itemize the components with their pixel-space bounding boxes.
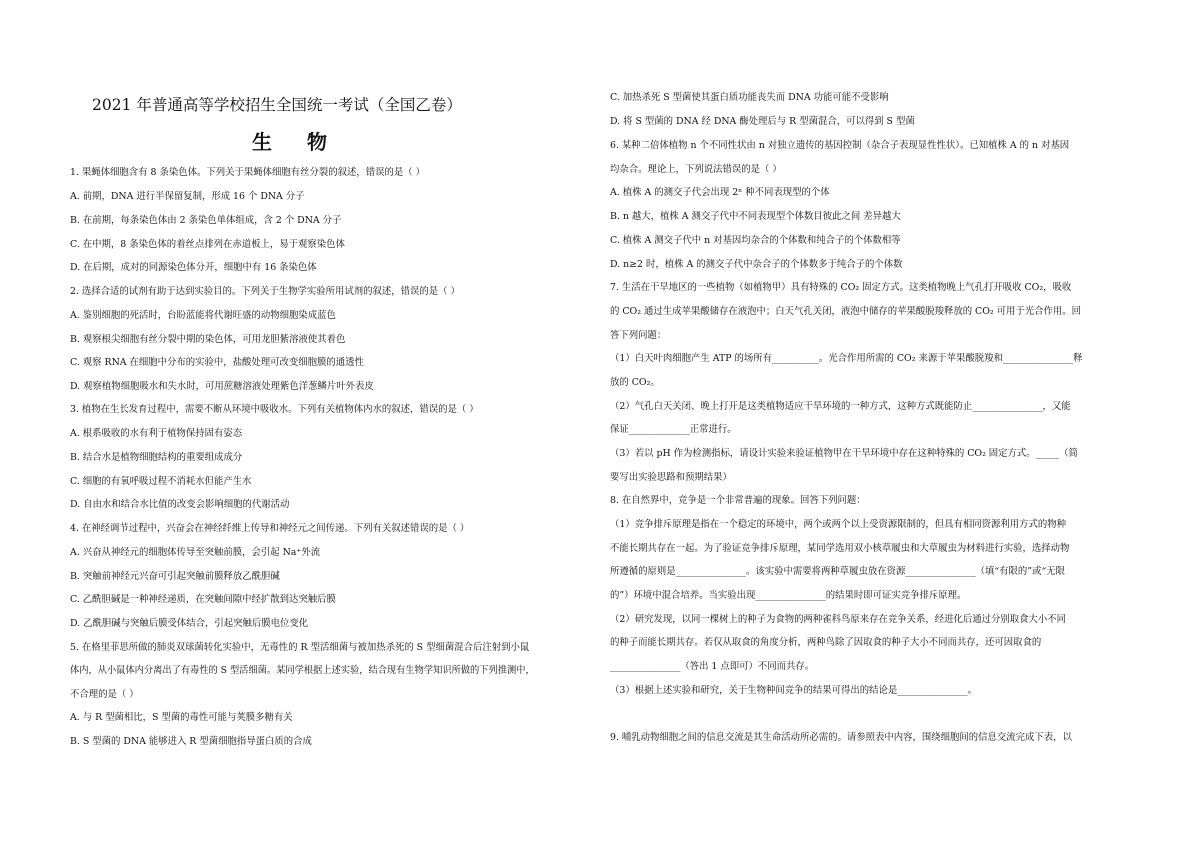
text-line: C. 乙酰胆碱是一种神经递质，在突触间隙中经扩散到达突触后膜 — [70, 594, 336, 605]
text-line: D. 乙酰胆碱与突触后膜受体结合，引起突触后膜电位变化 — [70, 618, 309, 629]
text-line: 9. 哺乳动物细胞之间的信息交流是其生命活动所必需的。请参照表中内容，围绕细胞间的信息交流完成下表，以 — [610, 732, 1072, 743]
text-line: 的 CO₂ 通过生成苹果酸储存在液泡中；白天气孔关闭，液泡中储存的苹果酸脱羧释放的 CO₂ 可用于光合作用。回 — [610, 306, 1082, 317]
text-line: 保证_____________正常进行。 — [610, 424, 737, 435]
text-line: 均杂合。理论上，下列说法错误的是（ ） — [610, 164, 782, 175]
text-line: D. 自由水和结合水比值的改变会影响细胞的代谢活动 — [70, 499, 290, 510]
text-line: C. 加热杀死 S 型菌使其蛋白质功能丧失而 DNA 功能可能不受影响 — [610, 92, 889, 103]
text-line: 的”）环境中混合培养。当实验出现_______________的结果时即可证实竞争排斥原理。 — [610, 590, 967, 601]
text-line: 不合理的是（ ） — [70, 689, 139, 700]
text-line: B. 在前期，每条染色体由 2 条染色单体组成，含 2 个 DNA 分子 — [70, 215, 342, 226]
text-line: 的种子而能长期共存。若仅从取食的角度分析，两种鸟除了因取食的种子大小不同而共存，还可因取食的 — [610, 637, 1042, 648]
text-line: 3. 植物在生长发育过程中，需要不断从环境中吸收水。下列有关植物体内水的叙述，错误的是（ ） — [70, 404, 479, 415]
text-line: 1. 果蝇体细胞含有 8 条染色体。下列关于果蝇体细胞有丝分裂的叙述，错误的是（ ） — [70, 167, 425, 178]
text-line: 不能长期共存在一起。为了验证竞争排斥原理，某同学选用双小核草履虫和大草履虫为材料进行实验，选择动物 — [610, 543, 1070, 554]
text-line: B. S 型菌的 DNA 能够进入 R 型菌细胞指导蛋白质的合成 — [70, 736, 312, 747]
text-line: D. 将 S 型菌的 DNA 经 DNA 酶处理后与 R 型菌混合，可以得到 S 型菌 — [610, 116, 915, 127]
text-line: 2. 选择合适的试剂有助于达到实验目的。下列关于生物学实验所用试剂的叙述，错误的是（ ） — [70, 286, 460, 297]
text-line: 答下列问题： — [610, 330, 667, 341]
text-line: 4. 在神经调节过程中，兴奋会在神经纤维上传导和神经元之间传递。下列有关叙述错误的是（ ） — [70, 523, 470, 534]
text-line: C. 细胞的有氧呼吸过程不消耗水但能产生水 — [70, 476, 252, 487]
text-line: _______________（答出 1 点即可）不同而共存。 — [610, 661, 815, 672]
text-line: 体内，从小鼠体内分离出了有毒性的 S 型活细菌。某同学根据上述实验，结合现有生物学知识所做的下列推测中， — [70, 665, 535, 676]
text-line: B. 观察根尖细胞有丝分裂中期的染色体，可用龙胆紫溶液使其着色 — [70, 334, 346, 345]
text-line: A. 前期，DNA 进行半保留复制，形成 16 个 DNA 分子 — [70, 191, 305, 202]
text-line: B. 突触前神经元兴奋可引起突触前膜释放乙酰胆碱 — [70, 571, 280, 582]
text-line: 8. 在自然界中，竞争是一个非常普遍的现象。回答下列问题： — [610, 495, 866, 506]
text-line: （2）气孔白天关闭、晚上打开是这类植物适应干旱环境的一种方式，这种方式既能防止_______________，又能 — [610, 401, 1071, 412]
text-line: 所遵循的原则是_______________。该实验中需要将两种草履虫放在资源_______________（填“有限的”或“无限 — [610, 566, 1066, 577]
text-line: D. 在后期，成对的同源染色体分开，细胞中有 16 条染色体 — [70, 262, 317, 273]
text-line: A. 植株 A 的测交子代会出现 2ⁿ 种不同表现型的个体 — [610, 187, 830, 198]
text-line: A. 根系吸收的水有利于植物保持固有姿态 — [70, 428, 243, 439]
text-line: B. 结合水是植物细胞结构的重要组成成分 — [70, 452, 243, 463]
text-line: C. 在中期，8 条染色体的着丝点排列在赤道板上，易于观察染色体 — [70, 239, 345, 250]
text-line: A. 与 R 型菌相比，S 型菌的毒性可能与荚膜多糖有关 — [70, 712, 293, 723]
text-line: （3）根据上述实验和研究，关于生物种间竞争的结果可得出的结论是_______________。 — [610, 685, 977, 696]
text-line: A. 兴奋从神经元的细胞体传导至突触前膜，会引起 Na⁺外流 — [70, 547, 321, 558]
text-line: D. n≥2 时，植株 A 的测交子代中杂合子的个体数多于纯合子的个体数 — [610, 259, 903, 270]
text-line: （3）若以 pH 作为检测指标，请设计实验来验证植物甲在干旱环境中存在这种特殊的 CO₂ 固定方式。_____（简 — [610, 448, 1078, 459]
text-line: A. 鉴别细胞的死活时，台盼蓝能将代谢旺盛的动物细胞染成蓝色 — [70, 310, 336, 321]
text-line: B. n 越大，植株 A 测交子代中不同表现型个体数目彼此之间 差异越大 — [610, 211, 901, 222]
text-line: D. 观察植物细胞吸水和失水时，可用蔗糖溶液处理紫色洋葱鳞片叶外表皮 — [70, 381, 374, 392]
text-line: 5. 在格里菲思所做的肺炎双球菌转化实验中，无毒性的 R 型活细菌与被加热杀死的 S 型细菌混合后注射到小鼠 — [70, 642, 530, 653]
text-line: 6. 某种二倍体植物 n 个不同性状由 n 对独立遗传的基因控制（杂合子表现显性性状）。已知植株 A 的 n 对基因 — [610, 140, 1070, 151]
text-line: 7. 生活在干旱地区的一些植物（如植物甲）具有特殊的 CO₂ 固定方式。这类植物晚上气孔打开吸收 CO₂，吸收 — [610, 282, 1072, 293]
text-line: C. 观察 RNA 在细胞中分布的实验中，盐酸处理可改变细胞膜的通透性 — [70, 357, 364, 368]
text-line: 放的 CO₂。 — [610, 377, 660, 388]
text-line: 要写出实验思路和预期结果） — [610, 472, 732, 483]
text-line: （1）竞争排斥原理是指在一个稳定的环境中，两个或两个以上受资源限制的，但具有相同资源利用方式的物种 — [610, 519, 1066, 530]
text-line: （2）研究发现，以同一棵树上的种子为食物的两种雀科鸟原来存在竞争关系，经进化后通过分别取食大小不同 — [610, 614, 1066, 625]
exam-title: 2021 年普通高等学校招生全国统一考试（全国乙卷） — [92, 96, 462, 114]
text-line: （1）白天叶肉细胞产生 ATP 的场所有__________。光合作用所需的 CO₂ 来源于苹果酸脱羧和_______________释 — [610, 353, 1083, 364]
text-line: C. 植株 A 测交子代中 n 对基因均杂合的个体数和纯合子的个体数相等 — [610, 235, 901, 246]
subject-heading: 生 物 — [252, 130, 341, 154]
